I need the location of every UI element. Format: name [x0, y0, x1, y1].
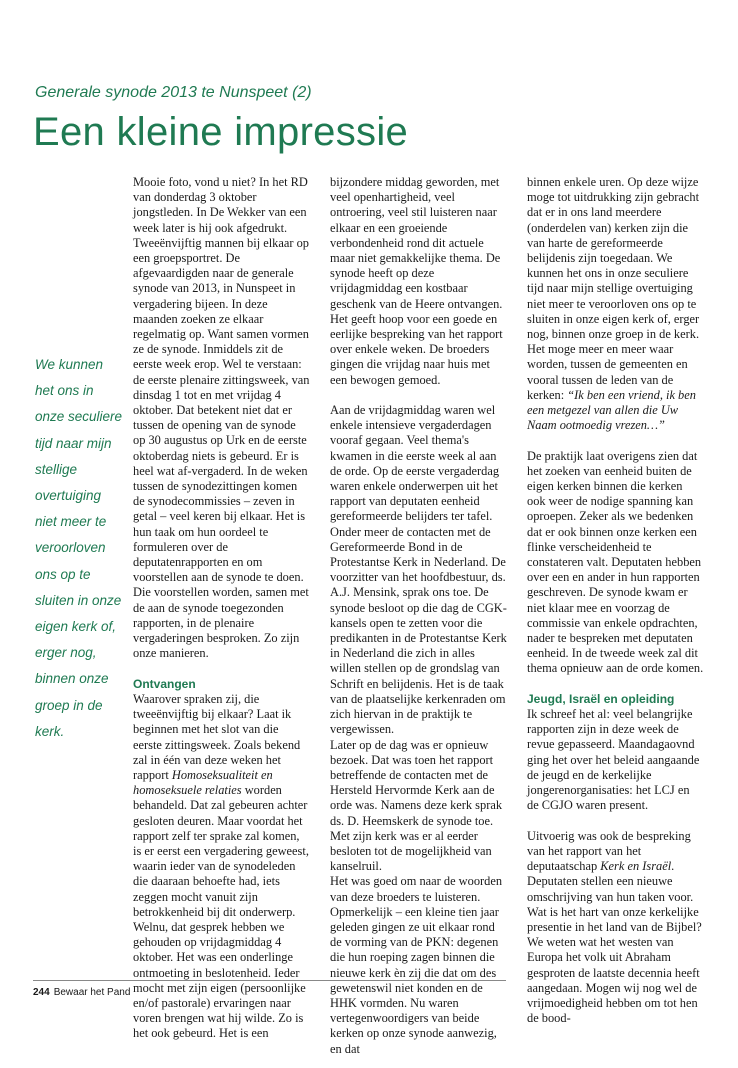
paragraph: De praktijk laat overigens zien dat het zoeken van eenheid buiten de eigen kerken binnen die kerken ook weer de nodige spanning kan oproepen. Zeker als we bedenken dat er ook binnen onze kerken een flinke verscheidenheid te constateren valt. Deputaten hebben over een en ander in hun rapporten geschreven. De synode kwam er niet klaar mee en voorzag de commissie van enkele opdrachten, nader te bespreken met deputaten eenheid. In de tweede week zal dit thema opnieuw aan de orde komen. [527, 448, 704, 676]
pull-quote: We kunnen het ons in onze seculiere tijd naar mijn stellige overtuiging niet meer te veroorloven ons op te sluiten in onze eigen kerk of, erger nog, binnen onze groep in de kerk. [35, 357, 123, 739]
paragraph: binnen enkele uren. Op deze wijze moge tot uitdrukking zijn gebracht dat er in ons land meerdere (onderdelen van) kerken zijn die van harte de gereformeerde belijdenis zijn toegedaan. We kunnen het ons in onze seculiere tijd naar mijn stellige overtuiging niet meer te veroorloven ons op te sluiten in onze eigen kerk of, erger nog, binnen onze groep in de kerk. Het moge meer en meer waar worden, tussen de gemeenten en vooral tussen de leden van de kerken: “Ik ben een vriend, ik ben een metgezel van allen die Uw Naam ootmoedig vrezen…” [527, 175, 700, 433]
article-kicker: Generale synode 2013 te Nunspeet (2) [35, 84, 312, 101]
paragraph: bijzondere middag geworden, met veel openhartigheid, veel ontroering, veel stil luisteren naar elkaar en een groeiende verbondenheid rond dit actuele maar niet gemakkelijke thema. De synode heeft op deze vrijdagmiddag een kostbaar geschenk van de Heere ontvangen. Het geeft hoop voor een goede en eerlijke bespreking van het rapport over enkele weken. De broeders gingen die vrijdag naar huis met een bewogen gemoed. [330, 175, 503, 387]
paragraph: Uitvoerig was ook de bespreking van het rapport van het deputaatschap Kerk en Israël. Deputaten stellen een nieuwe omschrijving van hun taken voor. Wat is het hart van onze kerkelijke presentie in het land van de Bijbel? We weten wat het westen van Europa het volk uit Abraham gesproten de laatste decennia heeft aangedaan. Mogen wij nog wel de vrijmoedigheid hebben om tot hen de bood- [527, 828, 702, 1026]
paragraph: Later op de dag was er opnieuw bezoek. Dat was toen het rapport betreffende de contacten met de Hersteld Hervormde Kerk aan de orde was. Namens deze kerk sprak ds. D. Heemskerk de synode toe. Met zijn kerk was er al eerder besloten tot de mogelijkheid van kanselruil. [330, 737, 503, 874]
paragraph: Het was goed om naar de woorden van deze broeders te luisteren. Opmerkelijk – een kleine tien jaar geleden gingen ze uit elkaar rond de vorming van de PKN: degenen die hun roeping zagen binnen die nieuwe kerk èn zij die dat om des gewetenswil niet konden en de HHK vormden. Nu waren vertegenwoordigers van beide kerken op onze synode aanwezig, en dat [330, 874, 503, 1056]
section-heading-jeugd: Jeugd, Israël en opleiding [527, 691, 675, 706]
text-column-1 [133, 175, 310, 1042]
article-title: Een kleine impressie [33, 110, 409, 154]
page-number: 244 [33, 987, 50, 998]
report-title: Homoseksualiteit en homoseksuele relaties [133, 767, 273, 798]
footer-divider [33, 980, 506, 981]
deputyship-name: Kerk en Israël [600, 859, 672, 874]
publication-name: Bewaar het Pand [53, 987, 131, 998]
paragraph: Welnu, dat gesprek hebben we gehouden op vrijdagmiddag 4 oktober. Het was een onderlinge ontmoeting in beslotenheid. Ieder mocht met zijn eigen (persoonlijke en/of pastorale) ervaringen naar voren brengen wat hij wilde. Zo is het ook gebeurd. Het is een [133, 919, 306, 1041]
paragraph: Aan de vrijdagmiddag waren wel enkele intensieve vergaderdagen vooraf gegaan. Veel thema's kwamen in die eerste week al aan de orde. Op de eerste vergaderdag waren enkele onderwerpen uit het rapport van deputaten eenheid gereformeerde belijders ter tafel. Onder meer de contacten met de Gereformeerde Bond in de Protestantse Kerk in Nederland. De voorzitter van het hoofdbestuur, ds. A.J. Mensink, sprak ons toe. De synode besloot op die dag de CGK-kansels open te zetten voor die predikanten in de Protestantse Kerk in Nederland die zich in alles willen stellen op de grondslag van Schrift en belijdenis. Het is de taak van de plaatselijke kerkenraden om zich hiervan in de praktijk te vergewissen. [330, 403, 507, 737]
quotation: “Ik ben een vriend, ik ben een metgezel van allen die Uw Naam ootmoedig vrezen…” [527, 387, 696, 433]
page-footer [33, 987, 130, 998]
section-heading-ontvangen: Ontvangen [133, 676, 196, 691]
paragraph: Ik schreef het al: veel belangrijke rapporten zijn in deze week de revue gepasseerd. Maandagaovnd ging het over het beleid aangaande de jeugd en de kerkelijke jongerenorganisaties: het LCJ en de CGJO waren present. [527, 707, 700, 813]
paragraph: Waarover spraken zij, die tweeënvijftig bij elkaar? Laat ik beginnen met het slot van die eerste zittingsweek. Zoals bekend zal in één van deze weken het rapport Homoseksualiteit en homoseksuele relaties worden behandeld. Dat zal gebeuren achter gesloten deuren. Maar voordat het rapport zelf ter sprake zal komen, is er eerst een vergadering geweest, waarin ieder van de synodeleden die daaraan behoefte had, iets zeggen mocht vanuit zijn betrokkenheid bij dit onderwerp. [133, 691, 309, 919]
text-column-2 [330, 175, 507, 1057]
paragraph: Mooie foto, vond u niet? In het RD van donderdag 3 oktober jongstleden. In De Wekker van een week later is hij ook afgedrukt. Tweeënvijftig mannen bij elkaar op een groepsportret. De afgevaardigden naar de generale synode van 2013, in Nunspeet in vergadering bijeen. In deze maanden zoeken ze elkaar regelmatig op. Want samen vormen ze de synode. Inmiddels zit de eerste week erop. Wel te verstaan: de eerste plenaire zittingsweek, van dinsdag 1 tot en met vrijdag 4 oktober. Dat betekent niet dat er tussen de opening van de synode op 30 augustus op Urk en de eerste oktoberdag niets is gebeurd. Er is heel wat af-vergaderd. In de weken tussen de synodezittingen komen de synodecommissies – zeven in getal – veel keren bij elkaar. Het is hun taak om hun oordeel te formuleren over de deputatenrapporten en om voorstellen aan de synode te doen. Die voorstellen worden, samen met de aan de synode toegezonden rapporten, in de plenaire vergaderingen besproken. Zo zijn onze manieren. [133, 175, 310, 661]
text-column-3 [527, 175, 704, 1026]
